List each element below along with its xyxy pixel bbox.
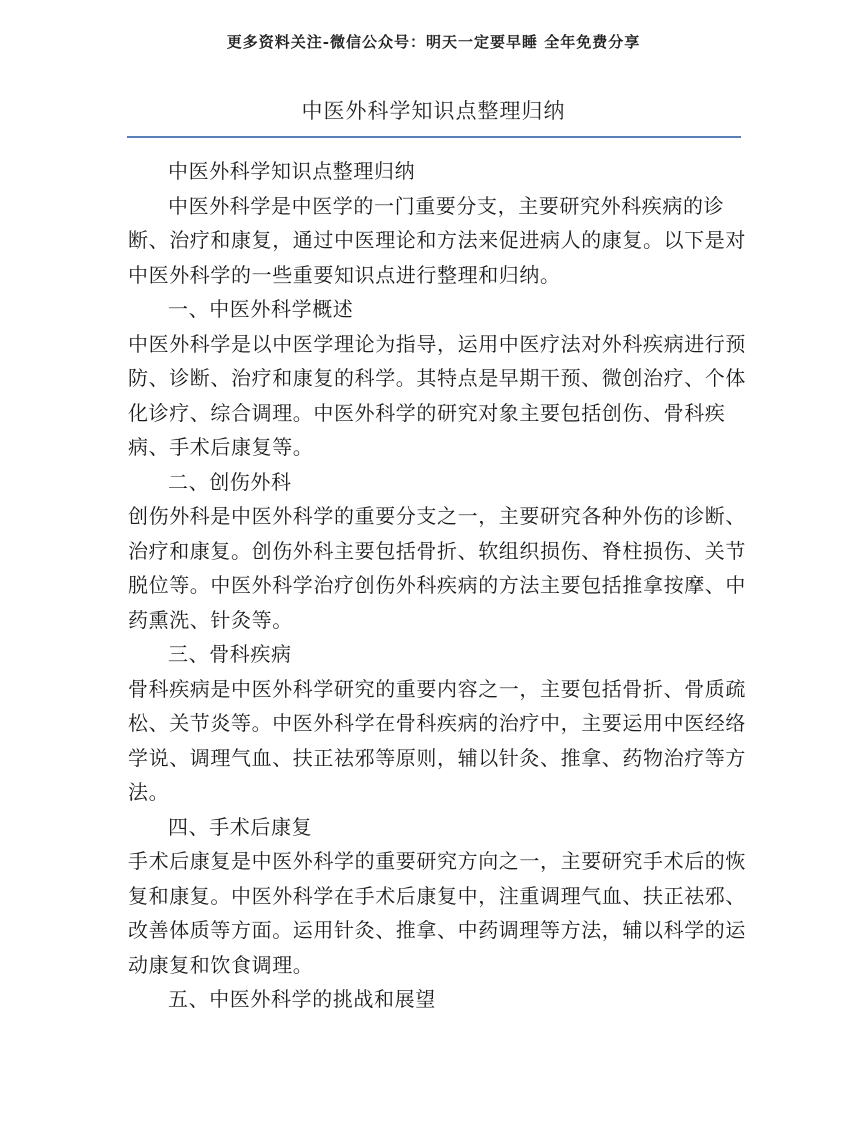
section-heading: 三、骨科疾病 [168,642,292,666]
body-paragraph: 骨科疾病是中医外科学研究的重要内容之一，主要包括骨折、骨质疏松、关节炎等。中医外科学在骨科疾病的治疗中，主要运用中医经络学说、调理气血、扶正祛邪等原则，辅以针灸、推拿、药物治疗等方法。 [128,676,746,804]
intro-paragraph: 中医外科学是中医学的一门重要分支，主要研究外科疾病的诊断、治疗和康复，通过中医理论和方法来促进病人的康复。以下是对中医外科学的一些重要知识点进行整理和归纳。 [128,193,746,287]
document-body [128,154,748,1017]
title-divider [127,136,741,138]
section-heading: 五、中医外科学的挑战和展望 [168,987,436,1011]
section-heading: 四、手术后康复 [168,814,313,839]
body-paragraph: 创伤外科是中医外科学的重要分支之一，主要研究各种外伤的诊断、治疗和康复。创伤外科主要包括骨折、软组织损伤、脊柱损伤、关节脱位等。中医外科学治疗创伤外科疾病的方法主要包括推拿按摩、中药熏洗、针灸等。 [128,504,746,632]
section-heading: 中医外科学知识点整理归纳 [168,159,416,183]
section-heading: 二、创伤外科 [168,469,292,494]
body-paragraph: 手术后康复是中医外科学的重要研究方向之一，主要研究手术后的恢复和康复。中医外科学在手术后康复中，注重调理气血、扶正祛邪、改善体质等方面。运用针灸、推拿、中药调理等方法，辅以科学的运动康复和饮食调理。 [128,849,746,977]
page-title: 中医外科学知识点整理归纳 [301,99,566,123]
body-paragraph: 中医外科学是以中医学理论为指导，运用中医疗法对外科疾病进行预防、诊断、治疗和康复的科学。其特点是早期干预、微创治疗、个体化诊疗、综合调理。中医外科学的研究对象主要包括创伤、骨科疾病、手术后康复等。 [128,331,746,459]
header-note: 更多资料关注-微信公众号：明天一定要早睡 全年免费分享 [226,33,641,51]
section-heading: 一、中医外科学概述 [168,297,354,321]
